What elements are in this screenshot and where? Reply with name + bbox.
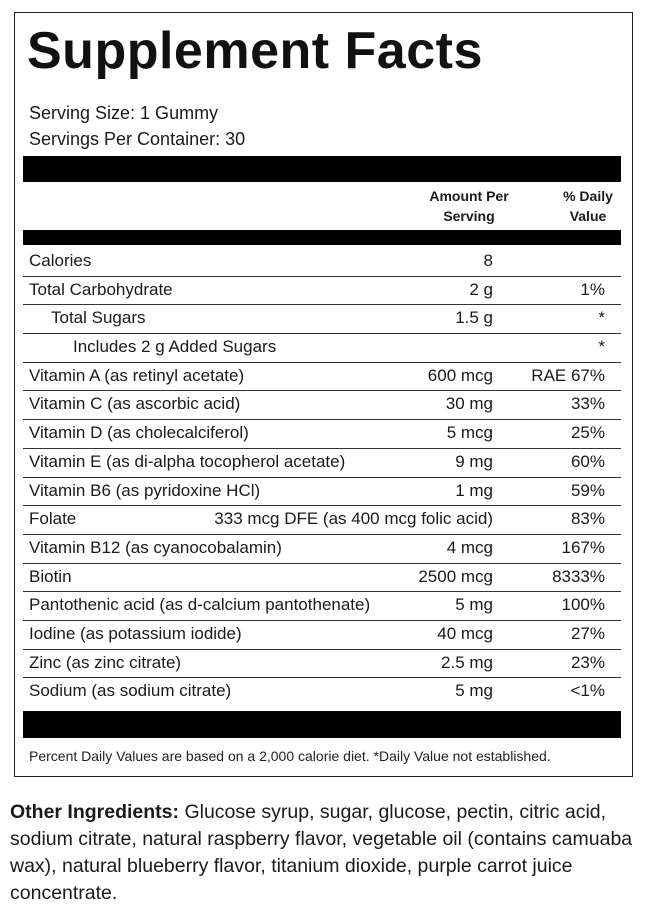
divider-bar-top <box>23 156 621 182</box>
divider-bar-middle <box>23 230 621 245</box>
nutrient-daily-value: 100% <box>561 595 605 615</box>
nutrient-daily-value: <1% <box>570 681 605 701</box>
supplement-facts-panel <box>14 12 633 777</box>
other-ingredients <box>10 799 635 907</box>
nutrient-daily-value: * <box>598 337 605 357</box>
nutrient-name: Total Carbohydrate <box>29 279 173 299</box>
serving-size: Serving Size: 1 Gummy <box>29 103 219 123</box>
nutrient-daily-value: 27% <box>570 623 605 643</box>
other-ingredients-label: Other Ingredients: <box>10 801 185 823</box>
nutrient-name: Vitamin B12 (as cyanocobalamin) <box>29 537 282 557</box>
nutrient-amount: 8 <box>483 251 493 270</box>
nutrient-daily-value: 83% <box>570 509 605 529</box>
table-row <box>23 621 621 650</box>
amount-header-line1: Amount Per <box>429 188 509 204</box>
nutrient-daily-value: 33% <box>570 394 605 414</box>
nutrient-amount: 40 mcg <box>437 623 493 643</box>
nutrient-name: Vitamin E (as di-alpha tocopherol acetate) <box>29 451 346 471</box>
nutrient-amount: 9 mg <box>455 451 493 471</box>
table-row <box>23 420 621 449</box>
nutrient-amount: 1 mg <box>455 480 493 500</box>
amount-per-serving-header <box>415 186 523 226</box>
table-row <box>23 506 621 535</box>
panel-title: Supplement Facts <box>27 22 483 80</box>
nutrient-name: Vitamin C (as ascorbic acid) <box>29 394 241 414</box>
nutrient-amount: 333 mcg DFE (as 400 mcg folic acid) <box>214 509 493 529</box>
table-row <box>23 391 621 420</box>
table-row <box>23 277 621 306</box>
nutrient-amount: 5 mg <box>455 595 493 615</box>
dv-header-line1: % Daily <box>563 188 613 204</box>
nutrient-name: Includes 2 g Added Sugars <box>73 337 277 357</box>
daily-value-header <box>543 186 633 226</box>
servings-per-container: Servings Per Container: 30 <box>29 129 246 149</box>
nutrient-name: Pantothenic acid (as d-calcium pantothenate) <box>29 595 371 615</box>
nutrient-daily-value: 8333% <box>552 566 605 586</box>
nutrient-amount: 2500 mcg <box>418 566 493 586</box>
nutrient-table <box>23 248 621 707</box>
nutrient-daily-value: 59% <box>570 480 605 500</box>
nutrient-amount: 2.5 mg <box>441 652 493 672</box>
table-row <box>23 650 621 679</box>
nutrient-daily-value: * <box>598 308 605 328</box>
nutrient-daily-value: RAE 67% <box>531 365 605 385</box>
table-row <box>23 449 621 478</box>
nutrient-name: Zinc (as zinc citrate) <box>29 652 182 672</box>
table-row <box>23 535 621 564</box>
table-row <box>23 678 621 707</box>
nutrient-name: Vitamin B6 (as pyridoxine HCl) <box>29 480 261 500</box>
nutrient-daily-value: 1% <box>580 279 605 299</box>
table-row <box>23 592 621 621</box>
table-row <box>23 363 621 392</box>
other-ingredients-text: Glucose syrup, sugar, glucose, pectin, citric acid, sodium citrate, natural raspberry flavor, vegetable oil (contains camuaba wax), natural blueberry flavor, titanium dioxide, purple carrot juice concentrate. <box>10 801 633 904</box>
nutrient-daily-value: 23% <box>570 652 605 672</box>
nutrient-amount: 1.5 g <box>455 308 493 328</box>
nutrient-amount: 4 mcg <box>446 537 493 557</box>
nutrient-name: Total Sugars <box>51 308 146 328</box>
nutrient-name: Vitamin A (as retinyl acetate) <box>29 365 245 385</box>
nutrient-name: Calories <box>29 251 92 270</box>
nutrient-name: Iodine (as potassium iodide) <box>29 623 242 643</box>
table-row <box>23 248 621 277</box>
table-row <box>23 334 621 363</box>
nutrient-name: Sodium (as sodium citrate) <box>29 681 232 701</box>
table-row <box>23 478 621 507</box>
daily-value-footnote: Percent Daily Values are based on a 2,000 calorie diet. *Daily Value not established. <box>29 748 551 764</box>
dv-header-line2: Value <box>569 208 607 224</box>
table-row <box>23 305 621 334</box>
nutrient-daily-value: 60% <box>570 451 605 471</box>
nutrient-daily-value: 167% <box>561 537 605 557</box>
table-row <box>23 564 621 593</box>
amount-header-line2: Serving <box>443 208 495 224</box>
nutrient-name: Biotin <box>29 566 72 586</box>
nutrient-amount: 30 mg <box>445 394 493 414</box>
nutrient-name: Vitamin D (as cholecalciferol) <box>29 423 249 443</box>
divider-bar-bottom <box>23 711 621 738</box>
nutrient-amount: 5 mcg <box>446 423 493 443</box>
nutrient-amount: 600 mcg <box>427 365 493 385</box>
nutrient-amount: 2 g <box>469 279 493 299</box>
nutrient-amount: 5 mg <box>455 681 493 701</box>
nutrient-daily-value: 25% <box>570 423 605 443</box>
nutrient-name: Folate <box>29 509 77 529</box>
